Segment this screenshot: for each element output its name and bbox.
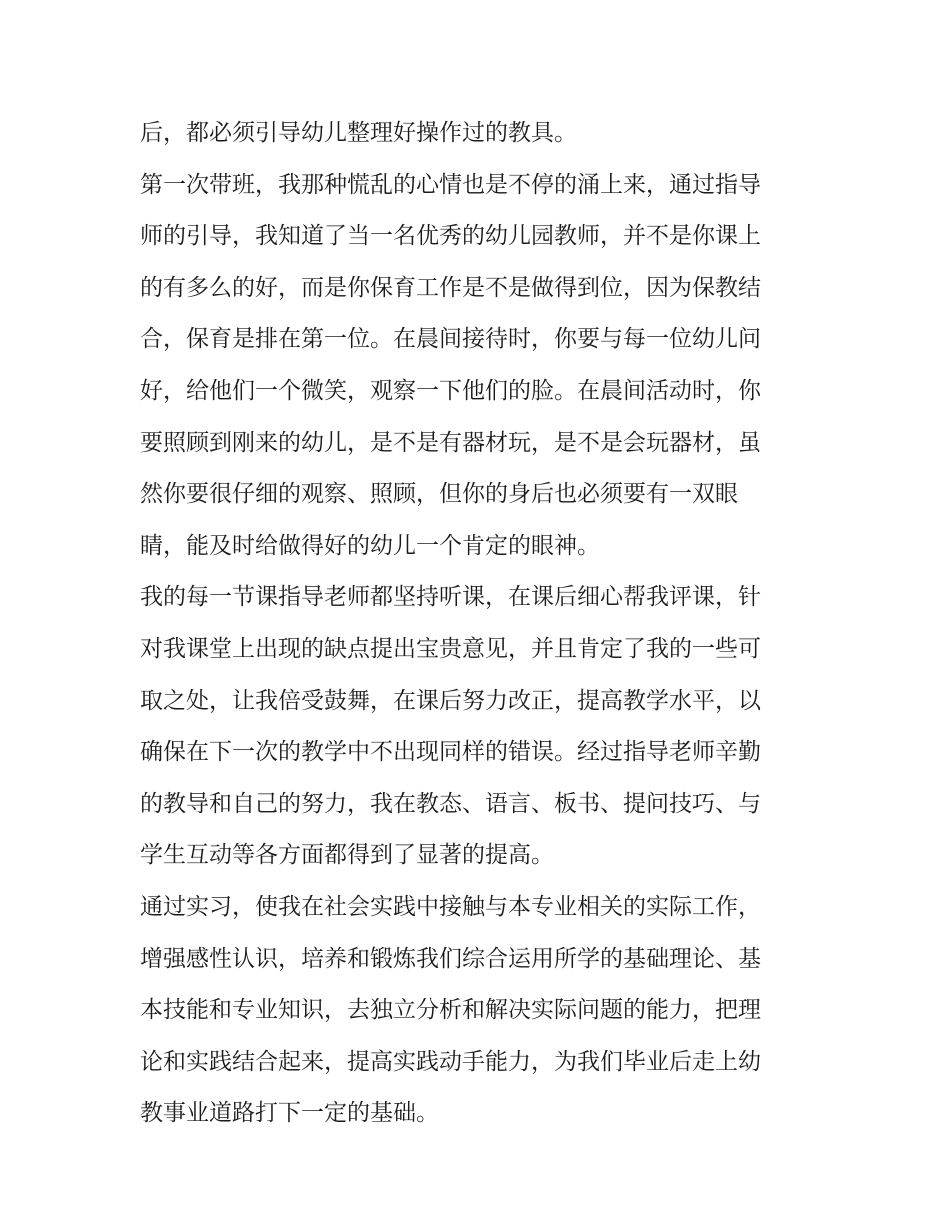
text-line: 后，都必须引导幼儿整理好操作过的教具。 <box>140 120 577 146</box>
document-body <box>140 108 820 1140</box>
text-line: 的教导和自己的努力，我在教态、语言、板书、提问技巧、与 <box>140 790 761 817</box>
text-line: 合，保育是排在第一位。在晨间接待时，你要与每一位幼儿问 <box>140 326 761 353</box>
text-line: 通过实习，使我在社会实践中接触与本专业相关的实际工作， <box>140 893 761 920</box>
text-line: 第一次带班，我那种慌乱的心情也是不停的涌上来，通过指导 <box>140 171 761 198</box>
text-line: 我的每一节课指导老师都坚持听课，在课后细心帮我评课，针 <box>140 584 761 611</box>
paragraph-3 <box>140 572 820 882</box>
text-line: 取之处，让我倍受鼓舞，在课后努力改正，提高教学水平，以 <box>140 687 761 714</box>
text-line: 对我课堂上出现的缺点提出宝贵意见，并且肯定了我的一些可 <box>140 635 761 662</box>
text-line: 要照顾到刚来的幼儿，是不是有器材玩，是不是会玩器材，虽 <box>140 429 761 456</box>
text-line: 学生互动等各方面都得到了显著的提高。 <box>140 842 554 869</box>
paragraph-1 <box>140 108 820 160</box>
text-line: 增强感性认识，培养和锻炼我们综合运用所学的基础理论、基 <box>140 945 761 972</box>
text-line: 本技能和专业知识，去独立分析和解决实际问题的能力，把理 <box>140 997 761 1024</box>
text-line: 的有多么的好，而是你保育工作是不是做得到位，因为保教结 <box>140 274 761 301</box>
text-line: 确保在下一次的教学中不出现同样的错误。经过指导老师辛勤 <box>140 739 761 766</box>
paragraph-2 <box>140 160 820 573</box>
paragraph-4 <box>140 882 820 1140</box>
text-line: 师的引导，我知道了当一名优秀的幼儿园教师，并不是你课上 <box>140 223 761 250</box>
text-line: 然你要很仔细的观察、照顾，但你的身后也必须要有一双眼 <box>140 481 738 508</box>
text-line: 论和实践结合起来，提高实践动手能力，为我们毕业后走上幼 <box>140 1048 761 1075</box>
text-line: 好，给他们一个微笑，观察一下他们的脸。在晨间活动时，你 <box>140 377 761 404</box>
text-line: 教事业道路打下一定的基础。 <box>140 1100 439 1127</box>
text-line: 睛，能及时给做得好的幼儿一个肯定的眼神。 <box>140 532 600 559</box>
